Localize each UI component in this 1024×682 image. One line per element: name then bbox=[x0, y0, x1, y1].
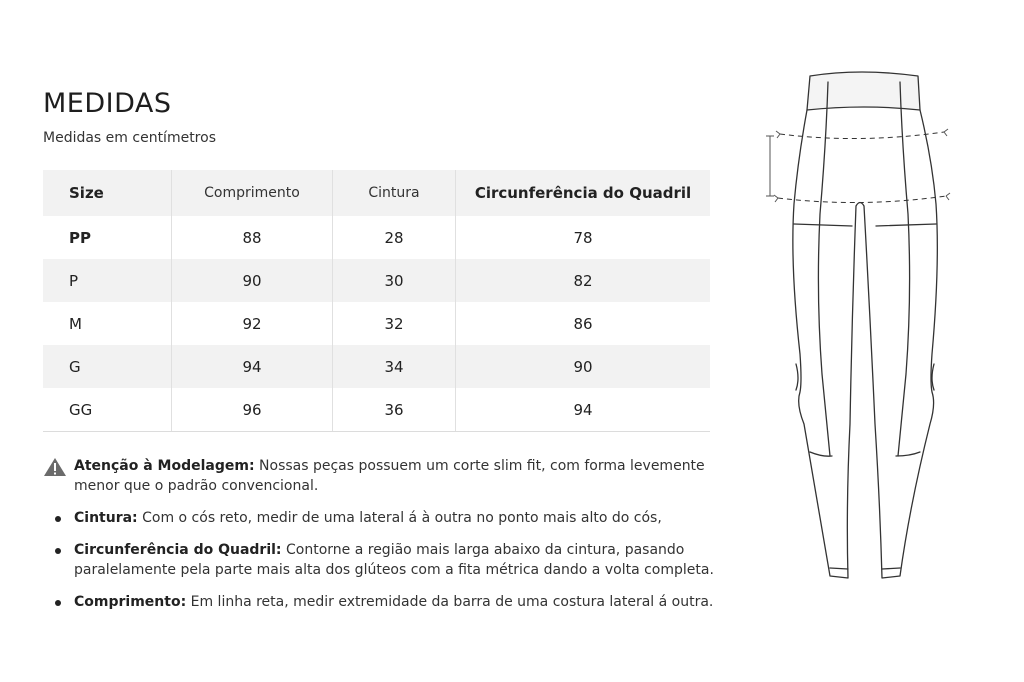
bullet-icon bbox=[55, 600, 61, 606]
note-label: Circunferência do Quadril: bbox=[74, 542, 282, 558]
cell-waist: 28 bbox=[333, 216, 456, 259]
note-text: Com o cós reto, medir de uma lateral á à outra no ponto mais alto do cós, bbox=[137, 510, 662, 526]
page-title: MEDIDAS bbox=[43, 88, 172, 119]
note-text: Em linha reta, medir extremidade da barra de uma costura lateral á outra. bbox=[186, 594, 714, 610]
note-waist bbox=[43, 508, 723, 528]
page-subtitle: Medidas em centímetros bbox=[43, 130, 216, 146]
size-table bbox=[43, 170, 710, 432]
cell-hip: 82 bbox=[456, 259, 711, 302]
cell-size: GG bbox=[43, 388, 172, 432]
cell-size: PP bbox=[69, 228, 91, 247]
note-label: Cintura: bbox=[74, 510, 138, 526]
notes-section bbox=[43, 456, 723, 624]
note-length bbox=[43, 592, 723, 612]
cell-length: 88 bbox=[172, 216, 333, 259]
cell-length: 96 bbox=[172, 388, 333, 432]
bullet-icon bbox=[55, 516, 61, 522]
cell-size: P bbox=[43, 259, 172, 302]
table-header-row bbox=[43, 170, 710, 216]
warning-icon bbox=[43, 457, 67, 477]
cell-hip: 86 bbox=[456, 302, 711, 345]
cell-size: G bbox=[43, 345, 172, 388]
attention-label: Atenção à Modelagem: bbox=[74, 458, 255, 474]
header-hip: Circunferência do Quadril bbox=[456, 170, 711, 216]
header-size: Size bbox=[43, 170, 172, 216]
cell-hip: 94 bbox=[456, 388, 711, 432]
table-row bbox=[43, 259, 710, 302]
attention-text: Nossas peças possuem um corte slim fit, com forma levemente menor que o padrão convencional. bbox=[74, 458, 705, 494]
table-row bbox=[43, 345, 710, 388]
cell-waist: 36 bbox=[333, 388, 456, 432]
attention-note bbox=[43, 456, 723, 496]
cell-waist: 30 bbox=[333, 259, 456, 302]
note-label: Comprimento: bbox=[74, 594, 187, 610]
table-row bbox=[43, 302, 710, 345]
cell-length: 92 bbox=[172, 302, 333, 345]
cell-waist: 34 bbox=[333, 345, 456, 388]
cell-hip: 90 bbox=[456, 345, 711, 388]
header-length: Comprimento bbox=[172, 170, 333, 216]
leggings-illustration bbox=[760, 64, 960, 594]
table-row bbox=[43, 216, 710, 259]
table-row bbox=[43, 388, 710, 432]
cell-waist: 32 bbox=[333, 302, 456, 345]
cell-size: M bbox=[69, 314, 82, 333]
header-waist: Cintura bbox=[333, 170, 456, 216]
note-text: Contorne a região mais larga abaixo da cintura, pasando paralelamente pela parte mais alta dos glúteos com a fita métrica dando a volta completa. bbox=[74, 542, 714, 578]
note-hip bbox=[43, 540, 723, 580]
cell-length: 94 bbox=[172, 345, 333, 388]
cell-length: 90 bbox=[172, 259, 333, 302]
cell-hip: 78 bbox=[456, 216, 711, 259]
bullet-icon bbox=[55, 548, 61, 554]
